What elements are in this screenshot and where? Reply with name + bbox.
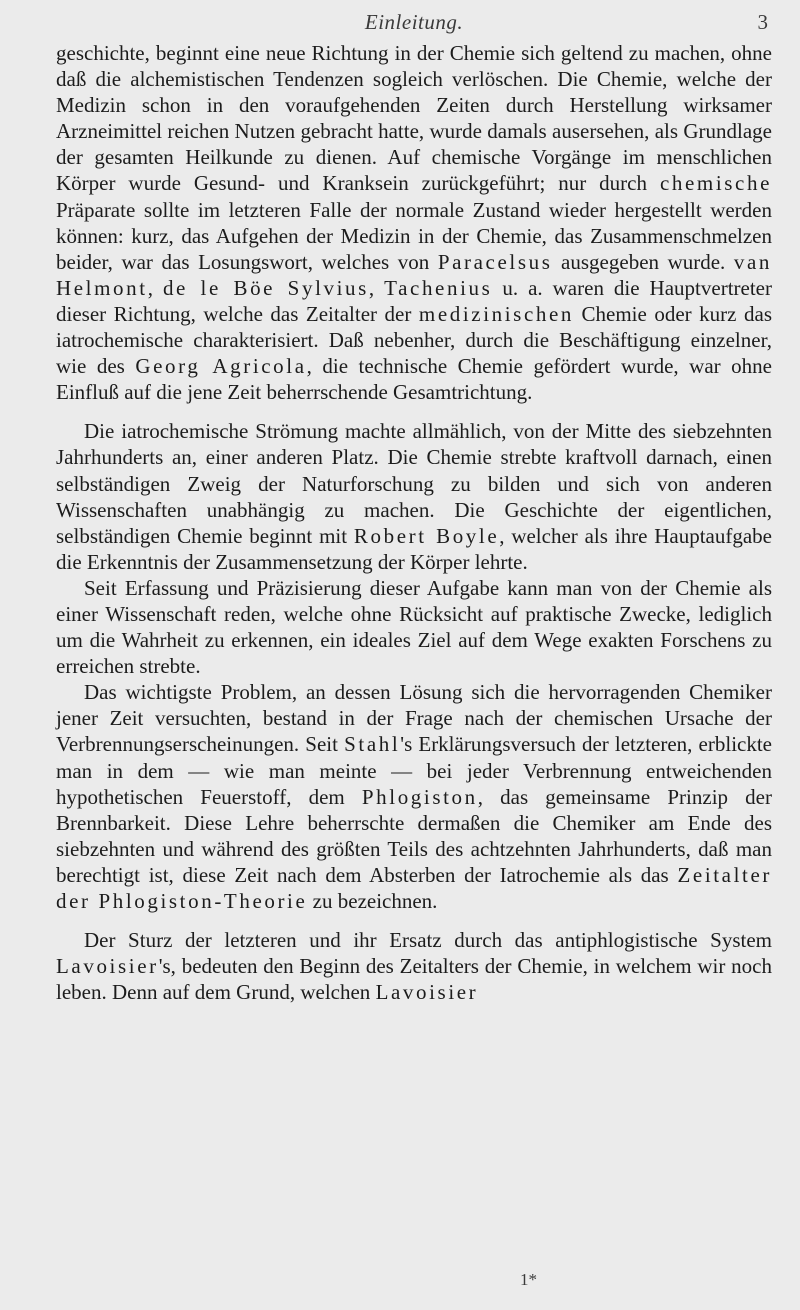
paragraph-lavoisier xyxy=(56,927,772,1005)
text-run: Chemie oder kurz das iatrochemische charakterisiert. Daß nebenher, durch die Beschäftigung einzelner, wie des xyxy=(56,301,772,379)
paragraph-boyle xyxy=(56,418,772,575)
text-run: geschichte, beginnt eine neue Richtung in der Chemie sich geltend zu machen, ohne daß die alchemistischen Tendenzen sogleich verlöschen. Die Chemie, welche der Medizin schon in den voraufgehenden Zeiten durch Herstellung wirksamer Arzneimittel reichen Nutzen gebracht hatte, wurde damals ausersehen, als Grundlage der gesamten Heilkunde zu dienen. Auf chemische Vorgänge im menschlichen Körper wurde Gesund- und Kranksein zurückgeführt; nur durch xyxy=(56,41,772,196)
page-number: 3 xyxy=(757,10,768,34)
emphasized-name: de le Böe Sylvius xyxy=(162,275,369,300)
text-run: Seit Erfassung und Präzisierung dieser Aufgabe kann man von der Chemie als einer Wissenschaft reden, welche ohne Rücksicht auf praktische Zwecke, lediglich um die Wahrheit zu erkennen, ein ideales Ziel auf dem Wege exakten Forschens zu erreichen strebte. xyxy=(56,575,772,679)
paragraph-science xyxy=(56,575,772,679)
text-run: zu bezeichnen. xyxy=(307,889,438,913)
emphasized-name: chemische xyxy=(659,171,772,196)
running-head xyxy=(56,10,772,40)
text-run: ausgegeben wurde. xyxy=(552,249,734,274)
text-run: , xyxy=(368,275,385,300)
text-run: Präparate sollte im letzteren Falle der normale Zustand wieder hergestellt werden können: kurz, das Aufgehen der Medizin in der Chemie, das Zusammenschmelzen beider, war das Losungswort, welches von xyxy=(56,197,772,274)
text-run: , die technische Chemie gefördert wurde, war ohne Einfluß auf die jene Zeit beherrschende Gesamtrichtung. xyxy=(56,354,772,405)
emphasized-name: Phlogiston xyxy=(361,784,478,809)
signature-mark: 1* xyxy=(520,1270,537,1289)
text-run: Das wichtigste Problem, an dessen Lösung sich die hervorragenden Chemiker jener Zeit versuchten, bestand in der Frage nach der chemischen Ursache der Verbrennungserscheinungen. Seit xyxy=(56,680,772,757)
text-run: 's Erklärungsversuch der letzteren, erblickte man in dem — wie man meinte — bei jeder Verbrennung entweichenden hypothetischen Feuerstoff, dem xyxy=(56,732,772,809)
paragraph-phlogiston xyxy=(56,679,772,914)
emphasized-name: Georg Agricola xyxy=(135,354,307,379)
emphasized-name: Tachenius xyxy=(384,275,493,300)
text-run: Der Sturz der letzteren und ihr Ersatz durch das antiphlogistische System xyxy=(84,928,772,953)
emphasized-name: medizinischen xyxy=(418,301,574,326)
paragraph-iatrochemistry xyxy=(56,40,772,405)
body-text xyxy=(56,40,772,1005)
emphasized-name: Zeitalter der Phlogiston-Theorie xyxy=(56,862,772,913)
emphasized-name: van Helmont xyxy=(56,249,773,300)
text-run: 's, bedeuten den Beginn des Zeitalters der Chemie, in welchem wir noch leben. Denn auf dem Grund, welchen xyxy=(56,954,772,1005)
emphasized-name: Lavoisier xyxy=(56,954,159,979)
running-title: Einleitung. xyxy=(364,10,464,34)
emphasized-name: Stahl xyxy=(344,732,401,757)
text-run: , das gemeinsame Prinzip der Brennbarkeit. Diese Lehre beherrschte dermaßen die Chemiker am Ende des siebzehnten und während des größten Teils des achtzehnten Jahrhunderts, daß man berechtigt ist, diese Zeit nach dem Absterben der Iatrochemie als das xyxy=(56,784,772,887)
text-run: , welcher als ihre Hauptaufgabe die Erkenntnis der Zusammensetzung der Körper lehrte. xyxy=(56,523,772,574)
text-run: , xyxy=(147,275,163,300)
text-run: Die iatrochemische Strömung machte allmählich, von der Mitte des siebzehnten Jahrhunderts an, einer anderen Platz. Die Chemie strebte kraftvoll darnach, einen selbständigen Zweig der Naturforschung zu bilden und sich von anderen Wissenschaften unabhängig zu machen. Die Geschichte der eigentlichen, selbständigen Chemie beginnt mit xyxy=(56,419,772,548)
text-run: u. a. waren die Hauptvertreter dieser Richtung, welche das Zeitalter der xyxy=(56,275,772,326)
emphasized-name: Robert Boyle xyxy=(353,523,500,548)
emphasized-name: Lavoisier xyxy=(375,980,479,1005)
emphasized-name: Paracelsus xyxy=(437,249,553,274)
